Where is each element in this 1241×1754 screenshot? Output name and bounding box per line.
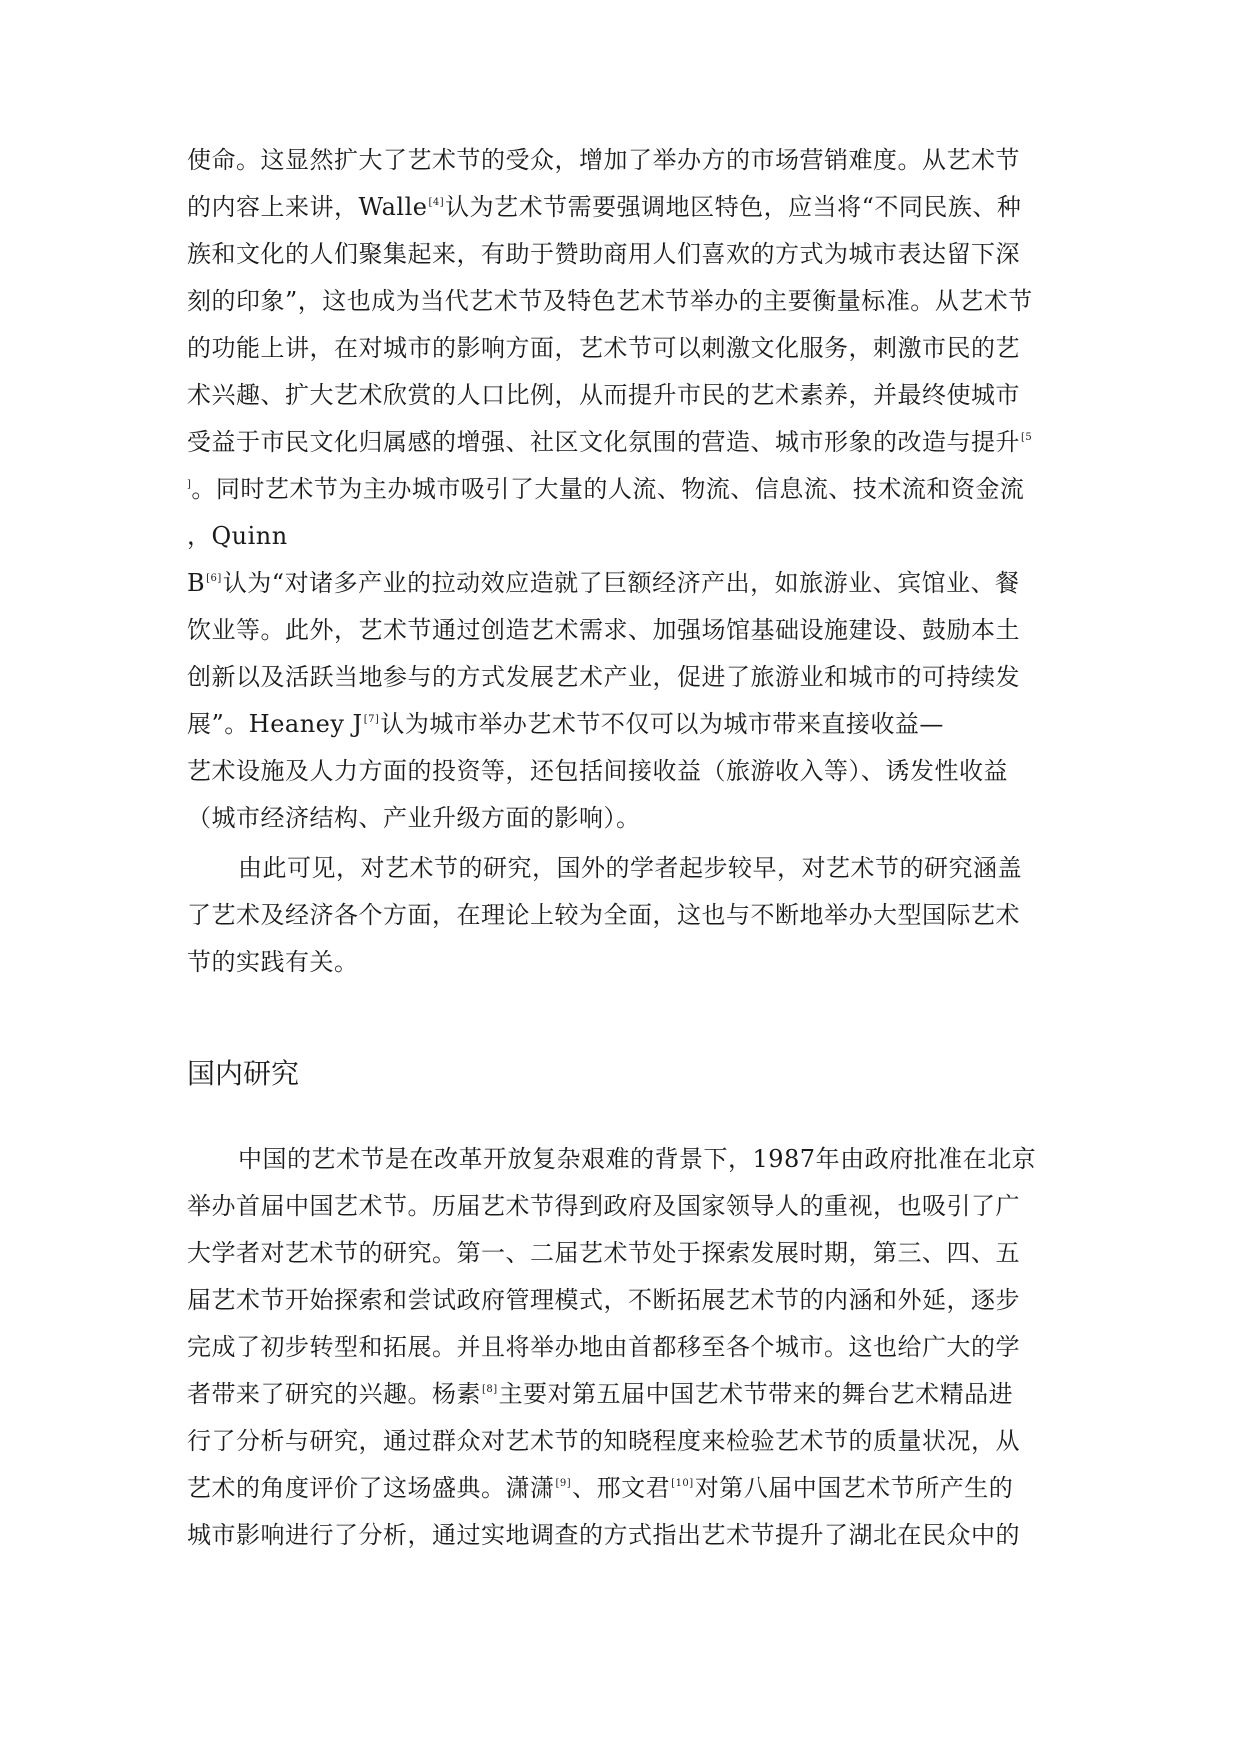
text-span: 了艺术及经济各个方面，在理论上较为全面，这也与不断地举办大型国际艺术 <box>187 901 1020 929</box>
text-span: 节的实践有关。 <box>187 948 359 976</box>
text-line <box>187 426 1033 458</box>
text-line <box>187 802 641 834</box>
text-line <box>238 852 1022 884</box>
text-span: 完成了初步转型和拓展。并且将举办地由首都移至各个城市。这也给广大的学 <box>187 1333 1020 1361</box>
text-line <box>187 1331 1020 1363</box>
text-line <box>187 708 944 740</box>
citation-ref: [8] <box>482 1384 498 1395</box>
text-line <box>187 520 288 552</box>
text-line <box>187 1378 1013 1410</box>
text-span: 行了分析与研究，通过群众对艺术节的知晓程度来检验艺术节的质量状况，从 <box>187 1427 1020 1455</box>
text-span: 对第八届中国艺术节所产生的 <box>694 1474 1014 1502</box>
text-line <box>187 755 1008 787</box>
text-span: 艺术设施及人力方面的投资等，还包括间接收益（旅游收入等）、诱发性收益 <box>187 757 1008 785</box>
citation-ref: [4] <box>428 197 445 208</box>
text-line <box>187 1190 1020 1222</box>
text-span: ，Quinn <box>187 522 288 550</box>
text-span: 认为艺术节需要强调地区特色，应当将“不同民族、种 <box>445 193 1022 221</box>
text-span: 城市影响进行了分析，通过实地调查的方式指出艺术节提升了湖北在民众中的 <box>187 1521 1020 1549</box>
text-span: 展”。Heaney J <box>187 710 363 738</box>
text-span: 创新以及活跃当地参与的方式发展艺术产业，促进了旅游业和城市的可持续发 <box>187 663 1020 691</box>
text-line <box>187 946 359 978</box>
text-span: 艺术的角度评价了这场盛典。潇潇 <box>187 1474 555 1502</box>
text-span: 主要对第五届中国艺术节带来的舞台艺术精品进 <box>498 1380 1014 1408</box>
text-line <box>187 661 1020 693</box>
text-span: 术兴趣、扩大艺术欣赏的人口比例，从而提升市民的艺术素养，并最终使城市 <box>187 381 1020 409</box>
text-line <box>187 1472 1013 1504</box>
text-span: 的内容上来讲，Walle <box>187 193 428 221</box>
citation-ref: [5 <box>1021 432 1033 443</box>
text-span: 者带来了研究的兴趣。杨素 <box>187 1380 481 1408</box>
text-line <box>187 332 1020 364</box>
text-line <box>187 144 1020 176</box>
text-span: 刻的印象”，这也成为当代艺术节及特色艺术节举办的主要衡量标准。从艺术节 <box>187 287 1033 315</box>
text-line <box>187 191 1021 223</box>
text-line <box>187 1519 1020 1551</box>
text-span: （城市经济结构、产业升级方面的影响）。 <box>187 804 641 832</box>
text-line <box>187 614 1020 646</box>
text-span: 举办首届中国艺术节。历届艺术节得到政府及国家领导人的重视，也吸引了广 <box>187 1192 1020 1220</box>
text-span: 族和文化的人们聚集起来，有助于赞助商用人们喜欢的方式为城市表达留下深 <box>187 240 1020 268</box>
text-span: 使命。这显然扩大了艺术节的受众，增加了举办方的市场营销难度。从艺术节 <box>187 146 1020 174</box>
citation-ref: [9] <box>555 1478 572 1489</box>
text-span: 。同时艺术节为主办城市吸引了大量的人流、物流、信息流、技术流和资金流 <box>191 475 1025 503</box>
text-span: 认为城市举办艺术节不仅可以为城市带来直接收益— <box>380 710 944 738</box>
text-span: 中国的艺术节是在改革开放复杂艰难的背景下，1987年由政府批准在北京 <box>238 1145 1037 1173</box>
text-span: 受益于市民文化归属感的增强、社区文化氛围的营造、城市形象的改造与提升 <box>187 428 1020 456</box>
text-line <box>187 238 1020 270</box>
citation-ref: [7] <box>363 714 380 725</box>
text-span: 、邢文君 <box>572 1474 671 1502</box>
text-line <box>187 1425 1020 1457</box>
text-line <box>187 379 1020 411</box>
text-line <box>187 285 1033 317</box>
text-line <box>187 1237 1020 1269</box>
text-span: 大学者对艺术节的研究。第一、二届艺术节处于探索发展时期，第三、四、五 <box>187 1239 1020 1267</box>
text-line <box>238 1143 1036 1175</box>
section-heading: 国内研究 <box>187 1057 300 1090</box>
text-span: B <box>187 569 206 597</box>
citation-ref: [6] <box>206 573 222 584</box>
text-span: 由此可见，对艺术节的研究，国外的学者起步较早，对艺术节的研究涵盖 <box>238 854 1022 882</box>
text-line <box>187 473 1024 505</box>
text-span: 饮业等。此外，艺术节通过创造艺术需求、加强场馆基础设施建设、鼓励本土 <box>187 616 1020 644</box>
text-line <box>187 1284 1020 1316</box>
text-span: 认为“对诸多产业的拉动效应造就了巨额经济产出，如旅游业、宾馆业、餐 <box>222 569 1020 597</box>
text-line <box>187 899 1020 931</box>
citation-ref: [10] <box>671 1478 694 1489</box>
citation-ref: ] <box>187 479 192 490</box>
text-line <box>187 567 1020 599</box>
text-span: 届艺术节开始探索和尝试政府管理模式，不断拓展艺术节的内涵和外延，逐步 <box>187 1286 1020 1314</box>
text-span: 的功能上讲，在对城市的影响方面，艺术节可以刺激文化服务，刺激市民的艺 <box>187 334 1020 362</box>
